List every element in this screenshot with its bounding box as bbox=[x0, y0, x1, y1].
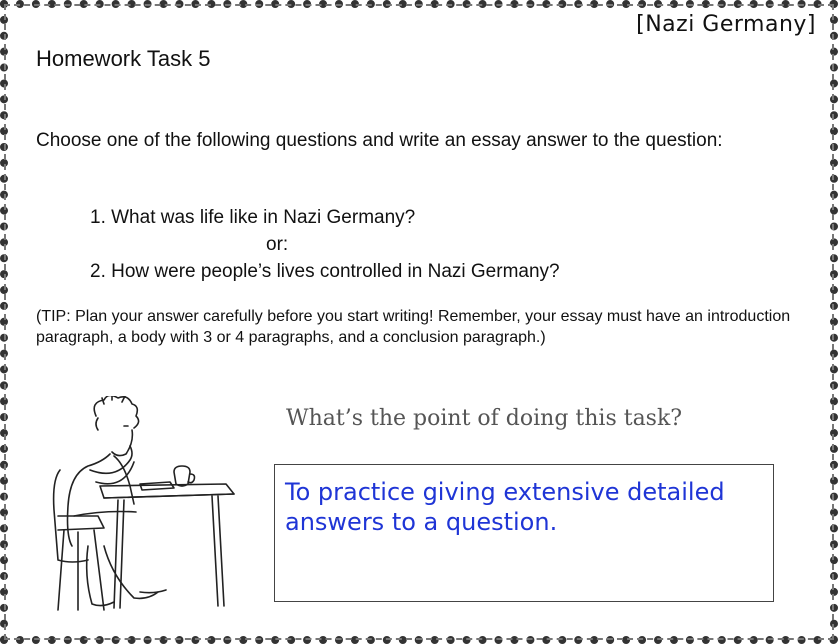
tip-text: (TIP: Plan your answer carefully before you start writing! Remember, your essay must have an introduction paragraph, a body with 3 or 4 paragraphs, and a conclusion paragraph.) bbox=[36, 308, 791, 346]
question-separator: or: bbox=[266, 234, 289, 255]
topic-tag: [Nazi Germany] bbox=[636, 12, 816, 37]
question-1: 1. What was life like in Nazi Germany? bbox=[90, 207, 416, 228]
page-title: Homework Task 5 bbox=[36, 46, 211, 71]
answer-box bbox=[274, 464, 774, 602]
instructions: Choose one of the following questions and write an essay answer to the question: bbox=[36, 130, 723, 151]
question-list bbox=[90, 204, 560, 285]
thinking-person-illustration bbox=[44, 396, 244, 616]
purpose-heading: What’s the point of doing this task? bbox=[286, 406, 683, 431]
question-2: 2. How were people’s lives controlled in Nazi Germany? bbox=[90, 261, 560, 282]
answer-text: To practice giving extensive detailed answers to a question. bbox=[285, 478, 725, 536]
